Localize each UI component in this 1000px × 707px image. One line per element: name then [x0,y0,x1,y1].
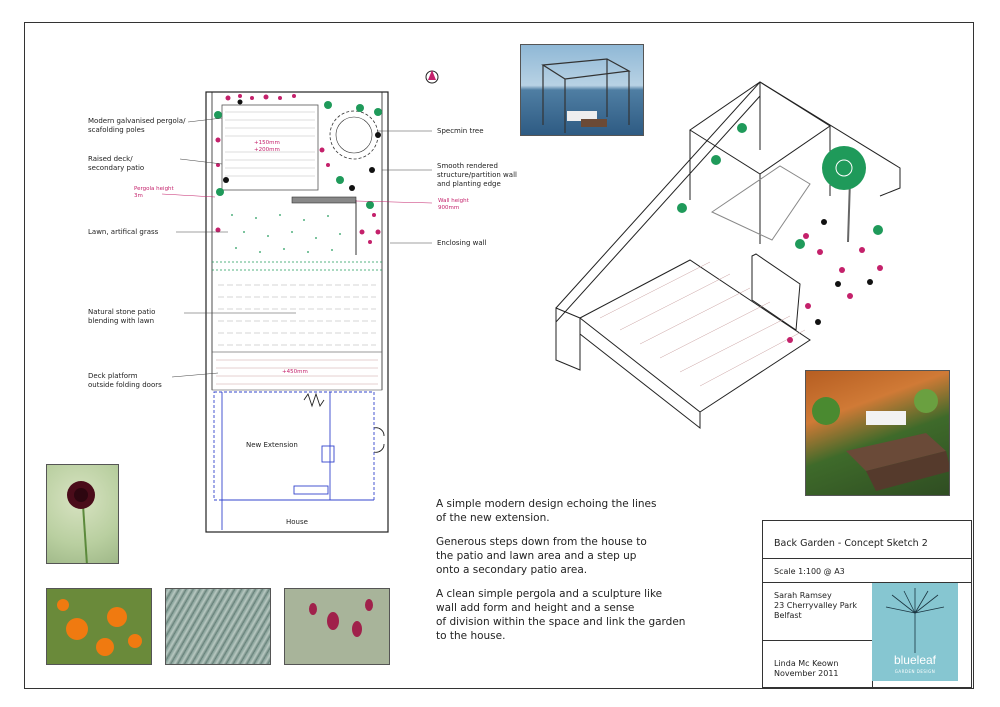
drawing-title: Back Garden - Concept Sketch 2 [763,521,971,559]
drawing-scale: Scale 1:100 @ A3 [763,559,971,583]
blueleaf-logo [872,583,958,681]
grass-photo [165,588,271,665]
garden-photo [805,370,950,496]
pergola-sea-photo [520,44,644,136]
flower-icon [47,465,119,564]
allium-icon [872,583,958,653]
garden-bench-icon [806,371,950,496]
label-lawn: Lawn, artifical grass [88,228,159,236]
label-new-extension: New Extension [246,441,298,449]
note-2: Generous steps down from the house to the patio and lawn area and a step up onto a secondary patio area. [436,536,647,576]
label-pergola-height: Pergola height 3m [134,186,174,199]
iso-tree [822,146,866,242]
designer-details: Linda Mc Keown November 2011 [763,641,873,687]
label-deck-level: +150mm +200mm [254,140,280,153]
sanguisorba-photo [284,588,390,665]
label-raised-deck: Raised deck/ secondary patio [88,155,145,172]
label-rendered-wall: Smooth rendered structure/partition wall and planting edge [437,162,517,188]
note-3: A clean simple pergola and a sculpture like wall add form and height and a sense of division within the space and link the garden to the house. [436,588,686,642]
orange-flower-icon [47,589,152,665]
label-wall-height: Wall height 900mm [438,198,469,211]
label-stone-patio: Natural stone patio blending with lawn [88,308,156,325]
note-1: A simple modern design echoing the lines of the new extension. [436,498,657,524]
client-details: Sarah Ramsey 23 Cherryvalley Park Belfast [763,583,873,641]
label-deck-platform: Deck platform outside folding doors [88,372,162,389]
label-specimen-tree: Specmin tree [437,127,484,135]
scabiosa-photo [46,464,119,564]
pergola-icon [521,45,644,136]
label-house: House [286,518,308,526]
label-platform-level: +450mm [282,369,308,375]
logo-brand: blueleaf [893,653,937,667]
label-enclosing-wall: Enclosing wall [437,239,487,247]
design-notes [436,497,736,653]
bud-icon [285,589,390,665]
logo-subtitle: GARDEN DESIGN [894,669,936,674]
crocosmia-photo [46,588,152,665]
label-pergola: Modern galvanised pergola/ scafolding poles [88,117,186,134]
